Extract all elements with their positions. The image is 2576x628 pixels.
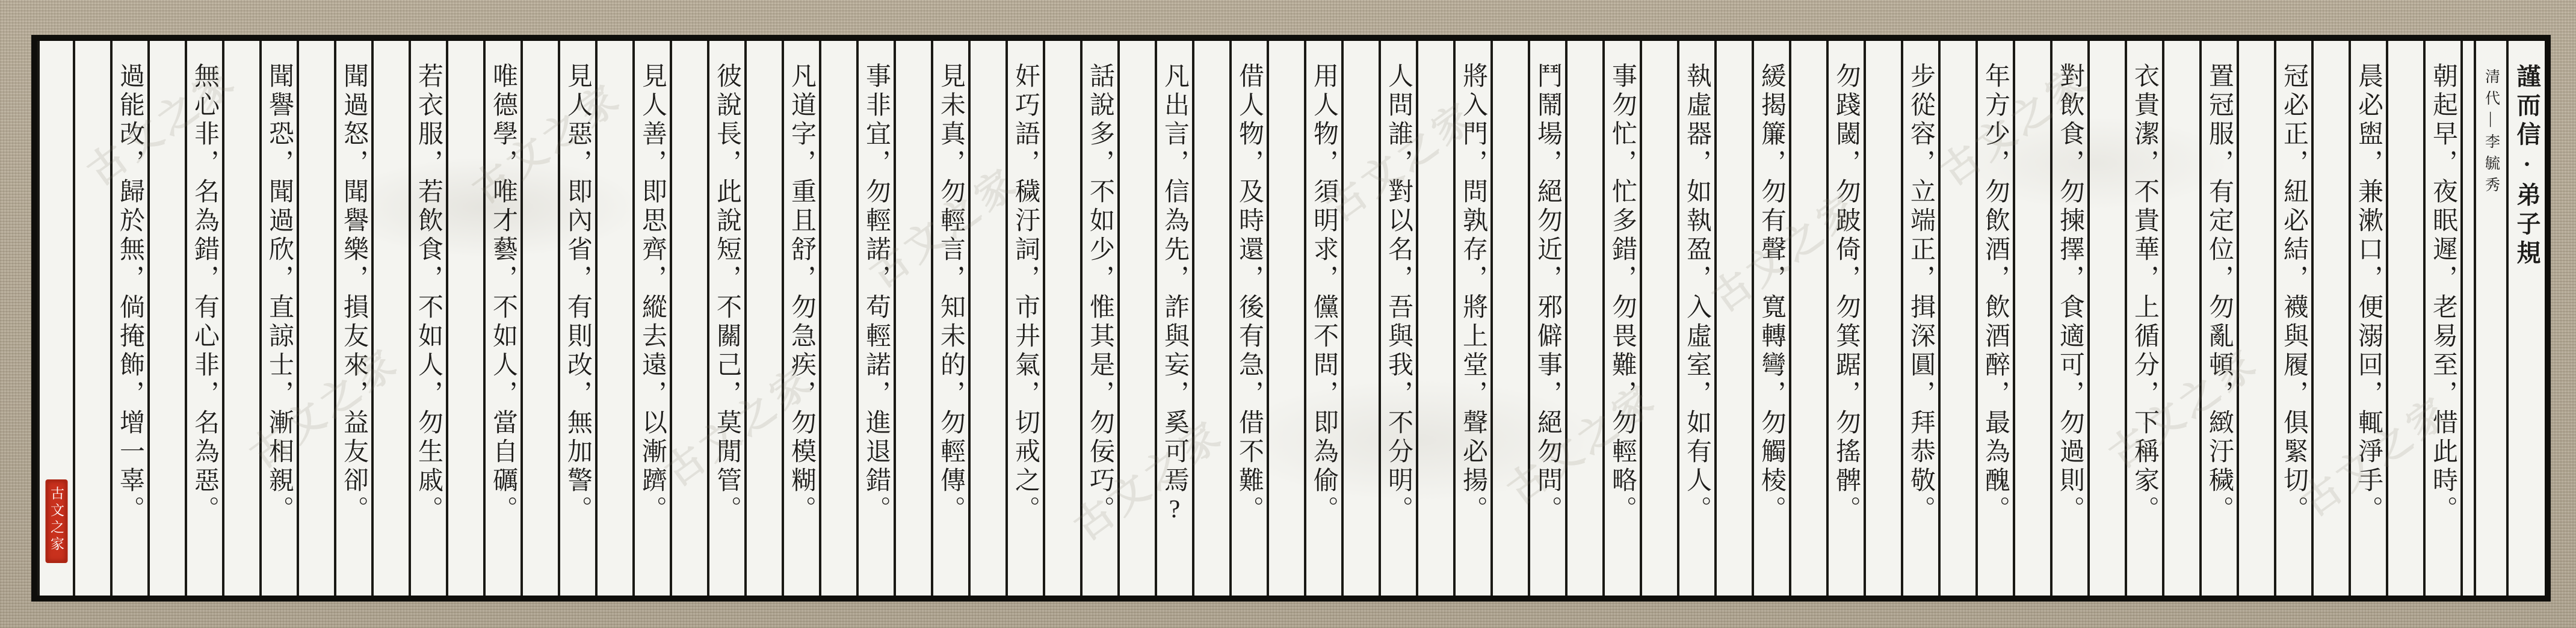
verse-text: 事勿忙，忙多錯，勿畏難，勿輕略。 <box>1608 63 1636 525</box>
gap-column <box>1117 41 1155 596</box>
gap-column <box>446 41 483 596</box>
verse-column <box>2274 41 2311 596</box>
gap-column <box>595 41 632 596</box>
gap-column <box>73 41 110 596</box>
gap-column <box>371 41 409 596</box>
verse-text: 將入門，問孰存，將上堂，聲必揚。 <box>1459 63 1487 525</box>
background-watermark: 古文之家 <box>656 358 823 494</box>
author-byline: 清代—李毓秀 <box>2483 69 2500 199</box>
gap-column <box>2311 41 2349 596</box>
verse-text: 聞譽恐，聞過欣，直諒士，漸相親。 <box>265 63 293 525</box>
gap-column <box>1341 41 1379 596</box>
verse-column <box>1080 41 1117 596</box>
gap-column <box>147 41 185 596</box>
verse-column <box>707 41 744 596</box>
verse-column <box>2423 41 2460 596</box>
verse-column <box>931 41 968 596</box>
verse-column <box>2050 41 2087 596</box>
verse-text: 唯德學，唯才藝，不如人，當自礪。 <box>489 63 517 525</box>
verse-column <box>632 41 670 596</box>
verse-column <box>856 41 894 596</box>
gap-column <box>297 41 334 596</box>
gap-column <box>1267 41 1304 596</box>
verse-text: 見人惡，即內省，有則改，無加警。 <box>564 63 591 525</box>
verse-column <box>409 41 446 596</box>
verse-text: 若衣服，若飲食，不如人，勿生戚。 <box>415 63 442 525</box>
background-watermark: 古文之家 <box>861 159 1027 296</box>
gap-column <box>520 41 558 596</box>
gap-column <box>744 41 782 596</box>
verse-text: 見未真，勿輕言，知未的，勿輕傳。 <box>937 63 965 525</box>
page-title: 謹而信·弟子規 <box>2513 64 2540 269</box>
verse-column <box>558 41 595 596</box>
gap-column <box>819 41 856 596</box>
gap-column <box>222 41 259 596</box>
gap-column <box>2087 41 2125 596</box>
background-watermark: 古文之家 <box>1318 93 1484 230</box>
verse-column <box>1826 41 1864 596</box>
verse-text: 話說多，不如少，惟其是，勿佞巧。 <box>1086 63 1114 525</box>
gap-column <box>1565 41 1602 596</box>
verse-column <box>782 41 819 596</box>
verse-text: 過能改，歸於無，倘掩飾，增一辜。 <box>116 63 144 525</box>
verse-text: 無心非，名為錯，有心非，名為惡。 <box>191 63 218 525</box>
gap-column <box>1714 41 1752 596</box>
verse-column <box>1752 41 1789 596</box>
verse-text: 人問誰，對以名，吾與我，不分明。 <box>1385 63 1412 525</box>
verse-text: 奸巧語，穢汙詞，市井氣，切戒之。 <box>1012 63 1039 525</box>
gap-column <box>1416 41 1453 596</box>
verse-text: 衣貴潔，不貴華，上循分，下稱家。 <box>2131 63 2158 525</box>
verse-column <box>185 41 222 596</box>
gap-column <box>2386 41 2423 596</box>
gap-column <box>1490 41 1528 596</box>
gap-column <box>1789 41 1826 596</box>
verse-text: 凡道字，重且舒，勿急疾，勿模糊。 <box>788 63 815 525</box>
verse-text: 聞過怒，聞譽樂，損友來，益友卻。 <box>340 63 368 525</box>
verse-column <box>110 41 147 596</box>
verse-text: 用人物，須明求，儻不問，即為偷。 <box>1310 63 1338 525</box>
verse-column <box>1453 41 1490 596</box>
verse-column <box>259 41 297 596</box>
verse-column <box>1602 41 1640 596</box>
verse-text: 執虛器，如執盈，入虛室，如有人。 <box>1683 63 1711 525</box>
verse-text: 凡出言，信為先，詐與妄，奚可焉? <box>1161 63 1188 527</box>
gap-column <box>1938 41 1975 596</box>
verse-text: 借人物，及時還，後有急，借不難。 <box>1235 63 1263 525</box>
verse-text: 置冠服，有定位，勿亂頓，緻汙穢。 <box>2205 63 2233 525</box>
gap-column <box>670 41 707 596</box>
background-watermark: 古文之家 <box>1703 183 1870 320</box>
verse-text: 年方少，勿飲酒，飲酒醉，最為醜。 <box>1981 63 2009 525</box>
seal-column <box>37 41 73 596</box>
gap-column <box>1640 41 1677 596</box>
gap-column <box>2013 41 2050 596</box>
verse-column <box>483 41 520 596</box>
verse-column <box>334 41 371 596</box>
gap-column <box>894 41 931 596</box>
verse-column <box>1155 41 1192 596</box>
spacer-column <box>2460 41 2474 596</box>
verse-text: 冠必正，紐必結，襪與履，俱緊切。 <box>2280 63 2308 525</box>
verse-column <box>1975 41 2013 596</box>
background-watermark: 古文之家 <box>1932 57 2098 194</box>
verse-text: 勿踐閾，勿跛倚，勿箕踞，勿搖髀。 <box>1832 63 1860 525</box>
scroll-paper <box>31 35 2551 602</box>
verse-column <box>1528 41 1565 596</box>
verse-text: 朝起早，夜眠遲，老易至，惜此時。 <box>2429 63 2457 525</box>
author-column <box>2474 41 2506 596</box>
gap-column <box>2237 41 2274 596</box>
verse-text: 緩揭簾，勿有聲，寬轉彎，勿觸棱。 <box>1758 63 1785 525</box>
verse-column <box>2199 41 2237 596</box>
verse-column <box>1901 41 1938 596</box>
background-watermark: 古文之家 <box>1499 376 1665 513</box>
verse-text: 見人善，即思齊，縱去遠，以漸躋。 <box>638 63 666 525</box>
title-column <box>2506 41 2545 596</box>
gap-column <box>968 41 1005 596</box>
background-watermark: 古文之家 <box>1066 412 1232 549</box>
gap-column <box>1192 41 1229 596</box>
verse-column <box>1379 41 1416 596</box>
verse-text: 對飲食，勿揀擇，食適可，勿過則。 <box>2056 63 2084 525</box>
verse-text: 事非宜，勿輕諾，苟輕諾，進退錯。 <box>862 63 890 525</box>
verse-text: 步從容，立端正，揖深圓，拜恭敬。 <box>1907 63 1935 525</box>
background-watermark: 古文之家 <box>2293 388 2459 525</box>
verse-column <box>1005 41 1043 596</box>
gap-column <box>2162 41 2199 596</box>
guwenzhijia-seal <box>45 479 67 563</box>
verse-column <box>1229 41 1267 596</box>
verse-column <box>1304 41 1341 596</box>
verse-column <box>1677 41 1714 596</box>
background-watermark: 古文之家 <box>2101 340 2267 476</box>
background-watermark: 古文之家 <box>464 75 630 212</box>
verse-text: 晨必盥，兼漱口，便溺回，輒淨手。 <box>2355 63 2382 525</box>
gap-column <box>1043 41 1080 596</box>
seal-text: 古文之家 <box>49 486 64 553</box>
verse-text: 鬥鬧場，絕勿近，邪僻事，絕勿問。 <box>1534 63 1561 525</box>
verse-column <box>2349 41 2386 596</box>
verse-text: 彼說長，此說短，不關己，莫閒管。 <box>713 63 741 525</box>
verse-column <box>2125 41 2162 596</box>
background-watermark: 古文之家 <box>241 340 407 476</box>
background-watermark: 古文之家 <box>79 57 245 194</box>
gap-column <box>1864 41 1901 596</box>
